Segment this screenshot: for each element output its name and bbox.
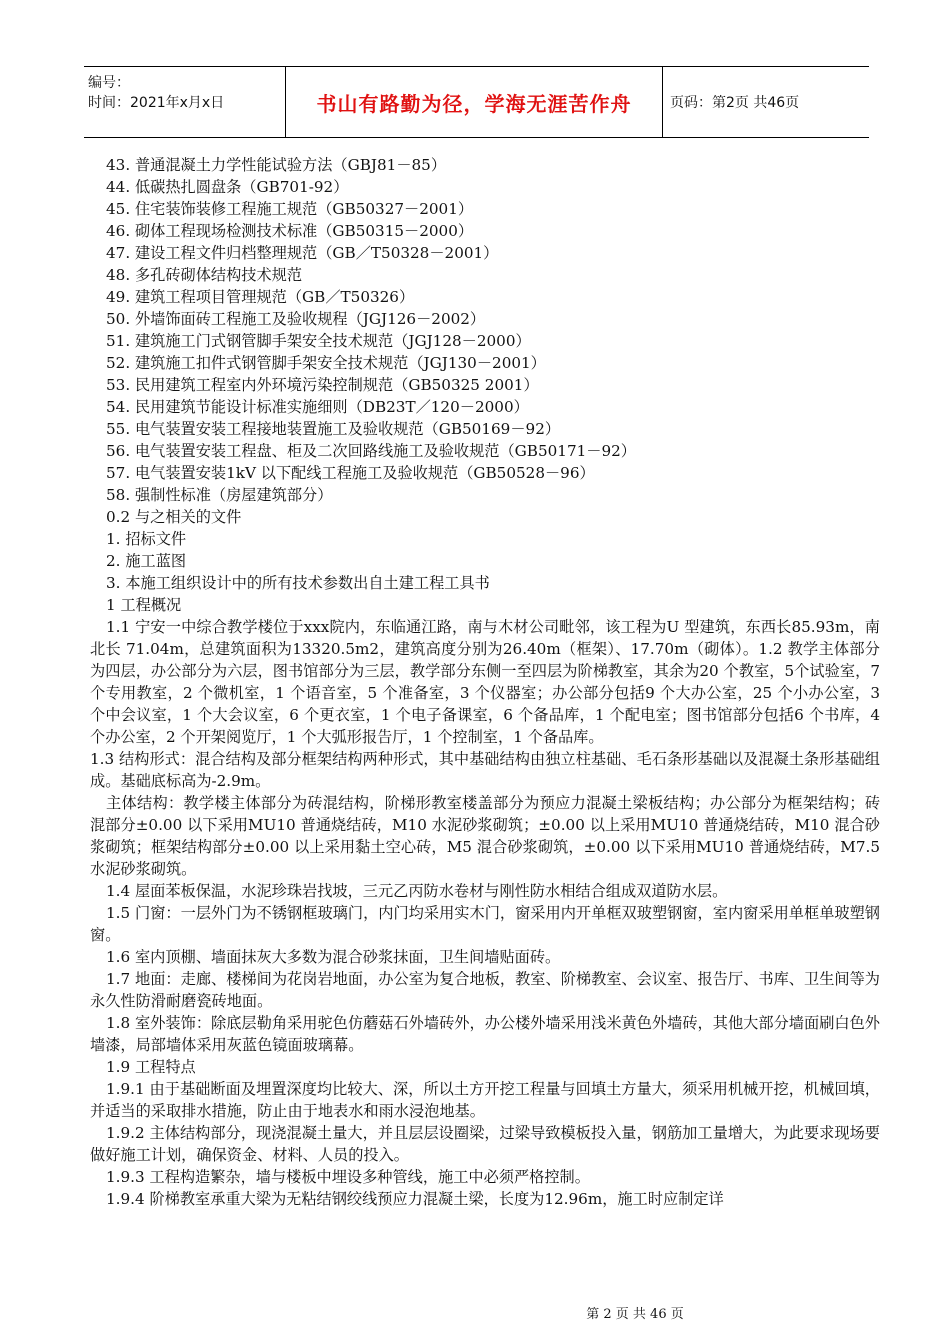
paragraph-1-6: 1.6 室内顶棚、墙面抹灰大多数为混合砂浆抹面，卫生间墙贴面砖。 bbox=[106, 948, 561, 966]
paragraph-1-5: 1.5 门窗：一层外门为不锈钢框玻璃门，内门均采用实木门，窗采用内开单框双玻塑钢窗，室内窗采用单框单玻塑钢窗。 bbox=[90, 904, 880, 944]
standard-item: 56. 电气装置安装工程盘、柜及二次回路线施工及验收规范（GB50171－92） bbox=[106, 442, 636, 460]
standard-item: 43. 普通混凝土力学性能试验方法（GBJ81－85） bbox=[106, 156, 447, 174]
standard-item: 52. 建筑施工扣件式钢管脚手架安全技术规范（JGJ130－2001） bbox=[106, 354, 546, 372]
standard-item: 46. 砌体工程现场检测技术标准（GB50315－2000） bbox=[106, 222, 474, 240]
header-divider bbox=[662, 67, 663, 137]
standard-item: 58. 强制性标准（房屋建筑部分） bbox=[106, 486, 333, 504]
paragraph-1-9-1: 1.9.1 由于基础断面及埋置深度均比较大、深，所以土方开挖工程量与回填土方量大，须采用机械开挖，机械回填，并适当的采取排水措施，防止由于地表水和雨水浸泡地基。 bbox=[90, 1080, 880, 1120]
page-header bbox=[84, 66, 869, 138]
paragraph-1-3: 1.3 结构形式：混合结构及部分框架结构两种形式，其中基础结构由独立柱基础、毛石条形基础以及混凝土条形基础组成。基础底标高为-2.9m。 bbox=[90, 750, 880, 790]
standard-item: 51. 建筑施工门式钢管脚手架安全技术规范（JGJ128－2000） bbox=[106, 332, 531, 350]
standard-item: 53. 民用建筑工程室内外环境污染控制规范（GB50325 2001） bbox=[106, 376, 539, 394]
standard-item: 49. 建筑工程项目管理规范（GB／T50326） bbox=[106, 288, 415, 306]
standard-item: 47. 建设工程文件归档整理规范（GB／T50328－2001） bbox=[106, 244, 499, 262]
standard-item: 50. 外墙饰面砖工程施工及验收规程（JGJ126－2002） bbox=[106, 310, 486, 328]
paragraph-main-structure: 主体结构：教学楼主体部分为砖混结构，阶梯形教室楼盖部分为预应力混凝土梁板结构；办公部分为框架结构；砖混部分±0.00 以下采用MU10 普通烧结砖，M10 水泥砂浆砌筑；±0.00 以上采用MU10 普通烧结砖，M10 混合砂浆砌筑；框架结构部分±0.00 以上采用黏土空心砖，M5 混合砂浆砌筑，±0.00 以下采用MU10 普通烧结砖，M7.5 水泥砂浆砌筑。 bbox=[90, 794, 880, 878]
standard-item: 55. 电气装置安装工程接地装置施工及验收规范（GB50169－92） bbox=[106, 420, 561, 438]
header-page-label: 页码：第2页 共46页 bbox=[670, 95, 800, 111]
document-body bbox=[90, 154, 880, 1210]
document-time-label: 时间：2021年x月x日 bbox=[88, 95, 225, 111]
section-heading: 1 工程概况 bbox=[106, 596, 182, 614]
document-number-label: 编号： bbox=[88, 75, 130, 91]
paragraph-1-9-4: 1.9.4 阶梯教室承重大梁为无粘结钢绞线预应力混凝土梁，长度为12.96m，施工时应制定详 bbox=[106, 1190, 724, 1208]
page-footer: 第 2 页 共 46 页 bbox=[586, 1307, 684, 1322]
paragraph-1-9: 1.9 工程特点 bbox=[106, 1058, 196, 1076]
paragraph-1-9-2: 1.9.2 主体结构部分，现浇混凝土量大，并且层层设圈梁，过梁导致模板投入量，钢筋加工量增大，为此要求现场要做好施工计划，确保资金、材料、人员的投入。 bbox=[90, 1124, 880, 1164]
related-heading: 0.2 与之相关的文件 bbox=[106, 508, 242, 526]
standard-item: 45. 住宅装饰装修工程施工规范（GB50327－2001） bbox=[106, 200, 474, 218]
standard-item: 57. 电气装置安装1kV 以下配线工程施工及验收规范（GB50528－96） bbox=[106, 464, 595, 482]
paragraph-1-1: 1.1 宁安一中综合教学楼位于xxx院内，东临通江路，南与木材公司毗邻，该工程为U 型建筑，东西长85.93m，南北长 71.04m，总建筑面积为13320.5m2，建筑高度分别为26.40m（框架）、17.70m（砌体）。1.2 教学主体部分为四层，办公部分为六层，图书馆部分为三层，教学部分东侧一至四层为阶梯教室，其余为20 个教室，5个试验室，7 个专用教室，2 个微机室，1 个语音室，5 个准备室，3 个仪器室；办公部分包括9 个大办公室，25 个小办公室，3 个中会议室，1 个大会议室，6 个更衣室，1 个电子备课室，6 个备品库，1 个配电室；图书馆部分包括6 个书库，4 个办公室，2 个开架阅览厅，1 个大弧形报告厅，1 个控制室，1 个备品库。 bbox=[90, 618, 880, 746]
related-doc-item: 3. 本施工组织设计中的所有技术参数出自土建工程工具书 bbox=[106, 574, 490, 592]
header-divider bbox=[285, 67, 286, 137]
paragraph-1-9-3: 1.9.3 工程构造繁杂，墙与楼板中埋设多种管线，施工中必须严格控制。 bbox=[106, 1168, 590, 1186]
related-doc-item: 1. 招标文件 bbox=[106, 530, 187, 548]
paragraph-1-8: 1.8 室外装饰：除底层勒角采用驼色仿蘑菇石外墙砖外，办公楼外墙采用浅米黄色外墙砖，其他大部分墙面刷白色外墙漆，局部墙体采用灰蓝色镜面玻璃幕。 bbox=[90, 1014, 880, 1054]
related-doc-item: 2. 施工蓝图 bbox=[106, 552, 187, 570]
standard-item: 48. 多孔砖砌体结构技术规范 bbox=[106, 266, 303, 284]
standard-item: 44. 低碳热扎圆盘条（GB701-92） bbox=[106, 178, 349, 196]
header-meta bbox=[88, 73, 283, 113]
paragraph-1-4: 1.4 屋面苯板保温，水泥珍珠岩找坡，三元乙丙防水卷材与刚性防水相结合组成双道防水层。 bbox=[106, 882, 728, 900]
paragraph-1-7: 1.7 地面：走廊、楼梯间为花岗岩地面，办公室为复合地板，教室、阶梯教室、会议室、报告厅、书库、卫生间等为永久性防滑耐磨瓷砖地面。 bbox=[90, 970, 880, 1010]
standard-item: 54. 民用建筑节能设计标准实施细则（DB23T／120－2000） bbox=[106, 398, 529, 416]
header-motto: 书山有路勤为径，学海无涯苦作舟 bbox=[316, 91, 632, 116]
